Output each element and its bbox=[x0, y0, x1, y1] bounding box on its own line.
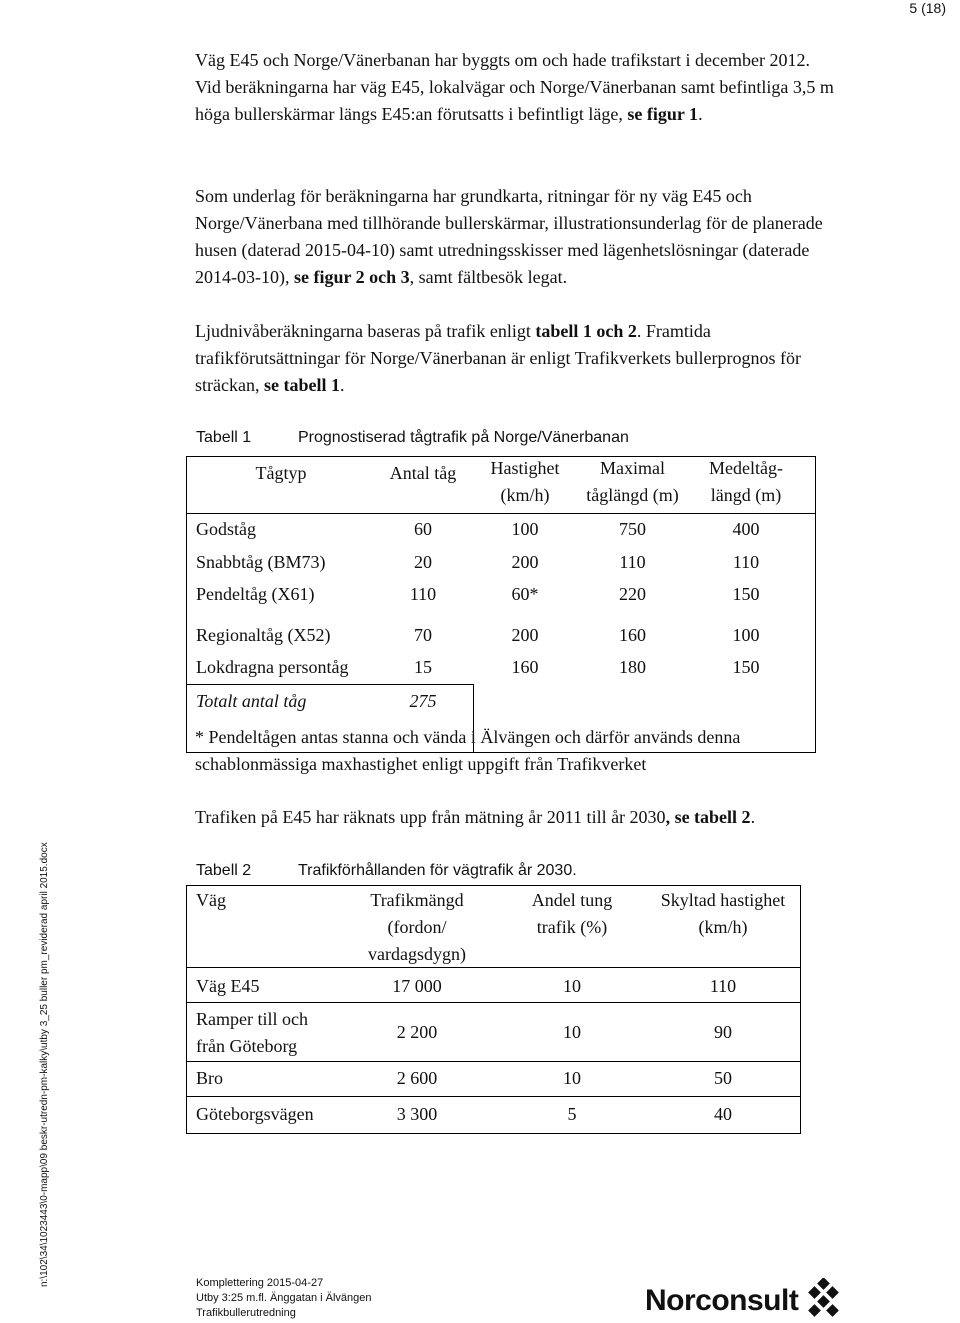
table1-cell: 160 bbox=[619, 625, 646, 645]
footer-line: Trafikbullerutredning bbox=[196, 1307, 296, 1319]
table1-header-cell: Medeltåg-längd (m) bbox=[709, 458, 783, 505]
table1-header-cell: Tågtyp bbox=[255, 463, 307, 483]
table2-header-cell: Andel tung trafik (%) bbox=[531, 890, 613, 937]
table1-header-cell: Hastighet (km/h) bbox=[490, 458, 560, 505]
table1-cell: Lokdragna persontåg bbox=[196, 657, 349, 677]
table1-header-cell: Maximal tåglängd (m) bbox=[586, 458, 679, 505]
norconsult-logo bbox=[645, 1278, 844, 1323]
table2-header-cell: Väg bbox=[196, 890, 226, 910]
table2-cell: 110 bbox=[709, 976, 737, 996]
norconsult-diamond-logo-icon bbox=[804, 1278, 844, 1323]
table1-cell: Snabbtåg (BM73) bbox=[196, 552, 326, 572]
table1-cell: 150 bbox=[732, 657, 760, 677]
table2-cell: 17 000 bbox=[392, 976, 442, 996]
table1-footnote: * Pendeltågen antas stanna och vända i Älvängen och därför används denna schablonmässiga maxhastighet enligt uppgift från Trafikverket bbox=[195, 727, 741, 774]
table2-caption-number: Tabell 2 bbox=[196, 862, 252, 879]
table2-cell: 10 bbox=[563, 976, 581, 996]
table2-header-cell: Skyltad hastighet (km/h) bbox=[660, 890, 786, 937]
table1-cell: 200 bbox=[511, 625, 539, 645]
table2-cell: 10 bbox=[563, 1068, 581, 1088]
figure-reference: se figur 2 och 3 bbox=[293, 267, 410, 287]
table1-cell: 100 bbox=[511, 519, 539, 539]
table1-header-cell: Antal tåg bbox=[389, 463, 457, 483]
paragraph-road-traffic: Trafiken på E45 har räknats upp från mätning år 2011 till år 2030, se tabell 2. bbox=[195, 807, 756, 827]
table1-cell: 750 bbox=[619, 519, 646, 539]
figure-reference: se figur 1 bbox=[627, 104, 699, 124]
table1-cell: 400 bbox=[732, 519, 760, 539]
table2-cell: Väg E45 bbox=[196, 976, 260, 996]
table2-cell: 3 300 bbox=[396, 1104, 438, 1124]
paragraph-intro: Väg E45 och Norge/Vänerbanan har byggts om och hade trafikstart i december 2012. Vid beräkningarna har väg E45, lokalvägar och Norge/Vänerbanan samt befintliga 3,5 m höga bullerskärmar längs E45:an förutsatts i befintligt läge, se figur 1. bbox=[195, 50, 834, 124]
file-path-margin-note: n:\102\34\1023443\0-mapp\09 beskr-utredn-pm-kalky\utby 3_25 buller pm_reviderad april 2015.docx bbox=[39, 842, 50, 1287]
table1-cell: 110 bbox=[732, 552, 760, 572]
table1-caption-number: Tabell 1 bbox=[196, 429, 252, 446]
table1-cell: Regionaltåg (X52) bbox=[196, 625, 331, 645]
table1-cell: 160 bbox=[511, 657, 539, 677]
table2-cell: Bro bbox=[196, 1068, 223, 1088]
table2-cell: 2 200 bbox=[396, 1022, 438, 1042]
table1-cell: Pendeltåg (X61) bbox=[196, 584, 315, 604]
table1-cell: 60* bbox=[511, 584, 539, 604]
table-reference: , se tabell 2 bbox=[665, 807, 751, 827]
table1-cell: 15 bbox=[414, 657, 432, 677]
table2-cell: 40 bbox=[714, 1104, 732, 1124]
table1-cell: 70 bbox=[414, 625, 432, 645]
table1-cell: 20 bbox=[414, 552, 432, 572]
table1-cell: 110 bbox=[409, 584, 437, 604]
footer bbox=[196, 1276, 372, 1321]
table-reference: tabell 1 och 2 bbox=[535, 321, 637, 341]
table2-cell: Göteborgsvägen bbox=[196, 1104, 314, 1124]
table2-cell: 50 bbox=[714, 1068, 732, 1088]
table1-cell: 200 bbox=[511, 552, 539, 572]
footer-line: Utby 3:25 m.fl. Änggatan i Älvängen bbox=[196, 1292, 372, 1304]
paragraph-basis: Som underlag för beräkningarna har grundkarta, ritningar för ny väg E45 och Norge/Vänerbana med tillhörande bullerskärmar, illustrationsunderlag för de planerade husen (daterad 2015-04-10) samt utredningsskisser med lägenhetslösningar (daterade 2014-03-10), se figur 2 och 3, samt fältbesök legat. bbox=[195, 186, 823, 287]
table2-cell: 10 bbox=[563, 1022, 581, 1042]
table1-caption-title: Prognostiserad tågtrafik på Norge/Vänerbanan bbox=[298, 429, 629, 446]
table2-header-cell: Trafikmängd (fordon/ vardagsdygn) bbox=[368, 890, 466, 964]
table1-cell: 60 bbox=[414, 519, 432, 539]
table1-total-value: 275 bbox=[409, 691, 437, 711]
table2-caption-title: Trafikförhållanden för vägtrafik år 2030. bbox=[298, 862, 577, 879]
table1-cell: 100 bbox=[732, 625, 760, 645]
logo-text: Norconsult bbox=[645, 1283, 799, 1317]
table2-cell: 2 600 bbox=[396, 1068, 438, 1088]
table1-total-label: Totalt antal tåg bbox=[196, 691, 307, 711]
paragraph-traffic: Ljudnivåberäkningarna baseras på trafik enligt tabell 1 och 2. Framtida trafikförutsättningar för Norge/Vänerbanan är enligt Trafikverkets bullerprognos för sträckan, se tabell 1. bbox=[195, 321, 801, 395]
table2-cell: 5 bbox=[567, 1104, 577, 1124]
page-number: 5 (18) bbox=[909, 0, 946, 16]
table1-cell: 180 bbox=[619, 657, 646, 677]
table1-cell: 110 bbox=[619, 552, 646, 572]
footer-line: Komplettering 2015-04-27 bbox=[196, 1277, 324, 1289]
table1-cell: Godståg bbox=[196, 519, 256, 539]
table-reference: se tabell 1 bbox=[263, 375, 340, 395]
table2-cell: Ramper till och från Göteborg bbox=[196, 1009, 308, 1056]
table1-cell: 150 bbox=[732, 584, 760, 604]
table2-cell: 90 bbox=[714, 1022, 732, 1042]
table1-cell: 220 bbox=[619, 584, 646, 604]
